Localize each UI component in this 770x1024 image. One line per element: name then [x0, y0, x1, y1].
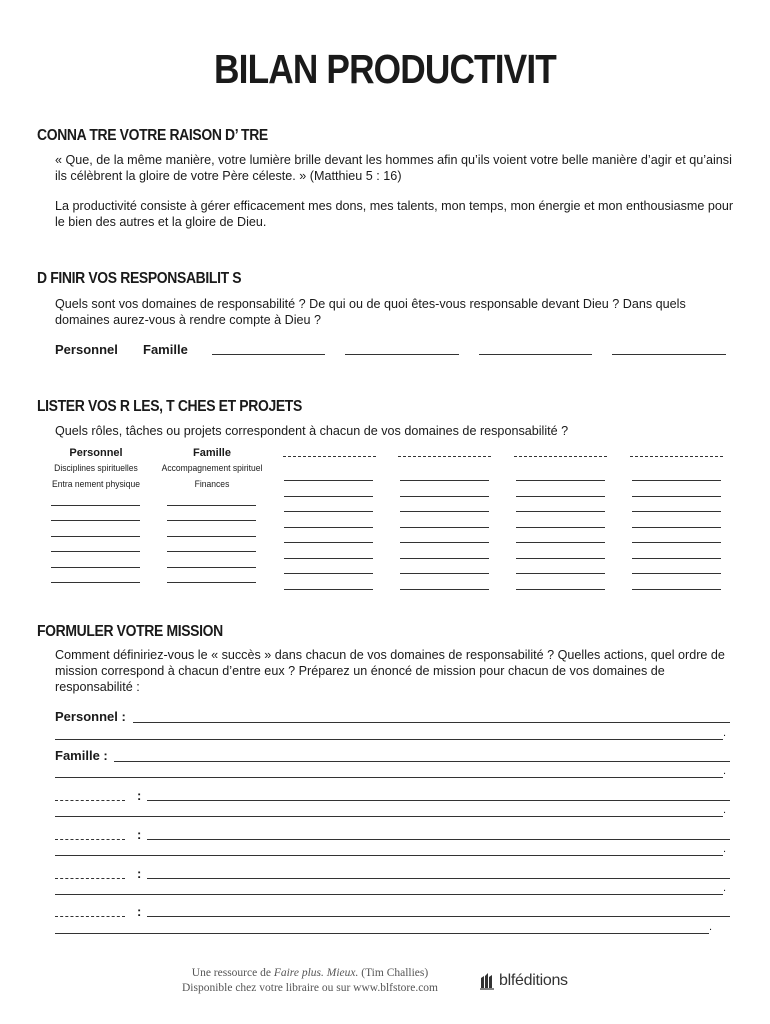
mission-line[interactable]	[147, 839, 730, 840]
mission-line[interactable]	[55, 816, 723, 817]
roles-item: Disciplines spirituelles	[54, 463, 138, 474]
roles-item: Finances	[194, 479, 230, 490]
roles-line[interactable]	[284, 542, 373, 543]
roles-column-header-blank[interactable]	[514, 456, 607, 457]
roles-line[interactable]	[632, 527, 721, 528]
roles-column-header-blank[interactable]	[630, 456, 723, 457]
roles-line[interactable]	[632, 589, 721, 590]
responsibilities-question: Quels sont vos domaines de responsabilité ? De qui ou de quoi êtes-vous responsable devant Dieu ? Dans quels domaines aurez-vous à rendre compte à Dieu ?	[55, 297, 686, 327]
roles-line[interactable]	[284, 480, 373, 481]
roles-line[interactable]	[400, 573, 489, 574]
roles-line[interactable]	[516, 527, 605, 528]
mission-line[interactable]	[147, 878, 730, 879]
productivity-definition: La productivité consiste à gérer efficacement mes dons, mes talents, mon temps, mon énergie et mon enthousiasme pour le bien des autres et la gloire de Dieu.	[55, 199, 734, 229]
mission-colon: :	[137, 866, 142, 881]
roles-line[interactable]	[284, 527, 373, 528]
footer-author: (Tim Challies)	[358, 967, 429, 979]
roles-column-personnel-header: Personnel	[69, 447, 123, 459]
roles-line[interactable]	[51, 505, 140, 506]
roles-line[interactable]	[632, 480, 721, 481]
mission-line[interactable]	[147, 916, 730, 917]
roles-column-famille-header: Famille	[193, 447, 231, 459]
line-end-period: .	[709, 921, 713, 933]
mission-line[interactable]	[55, 777, 723, 778]
line-end-period: .	[723, 765, 727, 777]
mission-colon: :	[137, 788, 142, 803]
mission-question: Comment définiriez-vous le « succès » dans chacun de vos domaines de responsabilité ? Quelles actions, quel ordre de mission correspond à chacun d’entre eux ? Préparez un énoncé de mission pour chacun de vos domaines de responsabilité :	[55, 648, 725, 694]
footer-line-1	[160, 966, 460, 981]
roles-line[interactable]	[167, 567, 256, 568]
roles-line[interactable]	[632, 542, 721, 543]
roles-line[interactable]	[51, 551, 140, 552]
line-end-period: .	[723, 727, 727, 739]
mission-line[interactable]	[55, 894, 723, 895]
mission-line[interactable]	[55, 933, 709, 934]
roles-line[interactable]	[632, 573, 721, 574]
roles-line[interactable]	[516, 511, 605, 512]
roles-line[interactable]	[167, 520, 256, 521]
book-stack-icon	[480, 972, 496, 990]
roles-line[interactable]	[516, 496, 605, 497]
roles-item: Entra nement physique	[52, 479, 140, 490]
roles-line[interactable]	[516, 558, 605, 559]
roles-question: Quels rôles, tâches ou projets correspondent à chacun de vos domaines de responsabilité ?	[55, 424, 569, 438]
roles-line[interactable]	[400, 558, 489, 559]
domain-blank-2[interactable]	[345, 354, 459, 355]
roles-line[interactable]	[284, 589, 373, 590]
roles-line[interactable]	[167, 536, 256, 537]
mission-line[interactable]	[114, 761, 730, 762]
section-title-responsibilities: D FINIR VOS RESPONSABILIT S	[37, 270, 242, 287]
domain-blank-3[interactable]	[479, 354, 592, 355]
roles-line[interactable]	[400, 480, 489, 481]
roles-line[interactable]	[400, 511, 489, 512]
mission-label-famille: Famille :	[55, 748, 108, 763]
mission-line[interactable]	[55, 739, 723, 740]
footer-book-title: Faire plus. Mieux.	[273, 967, 359, 979]
domain-personnel: Personnel	[55, 342, 118, 357]
publisher-logo-text: blféditions	[499, 972, 568, 989]
mission-domain-blank[interactable]	[55, 839, 125, 840]
roles-line[interactable]	[51, 536, 140, 537]
roles-column-header-blank[interactable]	[283, 456, 376, 457]
roles-line[interactable]	[400, 542, 489, 543]
mission-line[interactable]	[133, 722, 730, 723]
roles-line[interactable]	[284, 558, 373, 559]
mission-domain-blank[interactable]	[55, 916, 125, 917]
mission-line[interactable]	[147, 800, 730, 801]
section-title-mission: FORMULER VOTRE MISSION	[37, 623, 223, 640]
roles-line[interactable]	[400, 527, 489, 528]
mission-label-personnel: Personnel :	[55, 709, 126, 724]
roles-line[interactable]	[284, 573, 373, 574]
line-end-period: .	[723, 804, 727, 816]
roles-line[interactable]	[516, 480, 605, 481]
roles-line[interactable]	[167, 505, 256, 506]
roles-line[interactable]	[516, 542, 605, 543]
roles-line[interactable]	[51, 520, 140, 521]
publisher-logo	[480, 970, 568, 992]
roles-line[interactable]	[284, 496, 373, 497]
roles-item: Accompagnement spirituel	[161, 463, 263, 474]
roles-line[interactable]	[516, 589, 605, 590]
footer-credit	[160, 966, 460, 996]
roles-column-header-blank[interactable]	[398, 456, 491, 457]
roles-line[interactable]	[284, 511, 373, 512]
roles-line[interactable]	[632, 558, 721, 559]
roles-line[interactable]	[400, 496, 489, 497]
line-end-period: .	[723, 882, 727, 894]
page-title: BILAN PRODUCTIVIT	[214, 46, 556, 92]
section-title-purpose: CONNA TRE VOTRE RAISON D’ TRE	[37, 127, 268, 144]
roles-line[interactable]	[400, 589, 489, 590]
roles-line[interactable]	[51, 582, 140, 583]
roles-line[interactable]	[51, 567, 140, 568]
mission-colon: :	[137, 904, 142, 919]
roles-line[interactable]	[632, 496, 721, 497]
domain-famille: Famille	[143, 342, 188, 357]
roles-line[interactable]	[516, 573, 605, 574]
line-end-period: .	[723, 843, 727, 855]
footer-line-2: Disponible chez votre libraire ou sur www.blfstore.com	[181, 982, 438, 994]
mission-domain-blank[interactable]	[55, 878, 125, 879]
roles-line[interactable]	[632, 511, 721, 512]
mission-line[interactable]	[55, 855, 723, 856]
mission-domain-blank[interactable]	[55, 800, 125, 801]
domain-blank-1[interactable]	[212, 354, 325, 355]
footer-prefix: Une ressource de	[191, 967, 274, 979]
roles-line[interactable]	[167, 582, 256, 583]
mission-colon: :	[137, 827, 142, 842]
scripture-quote: « Que, de la même manière, votre lumière brille devant les hommes afin qu’ils voient votre belle manière d’agir et qu’ainsi ils célèbrent la gloire de votre Père céleste. » (Matthieu 5 : 16)	[55, 153, 732, 183]
domain-blank-4[interactable]	[612, 354, 726, 355]
section-title-roles: LISTER VOS R LES, T CHES ET PROJETS	[37, 398, 302, 415]
roles-line[interactable]	[167, 551, 256, 552]
